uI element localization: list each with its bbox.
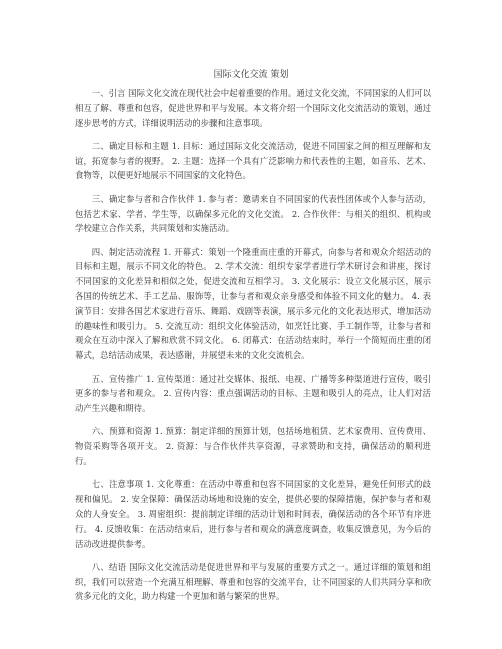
section-participants-and-partners: 三、确定参与者和合作伙伴 1. 参与者：邀请来自不同国家的代表性团体或个人参与活动，包括艺术家、学者、学生等，以确保多元化的文化交流。 2. 合作伙伴：与相关的组织、机构或学校建立合作关系，共同策划和实施活动。 [75, 193, 431, 234]
document-body [75, 86, 431, 613]
section-precautions: 七、注意事项 1. 文化尊重：在活动中尊重和包容不同国家的文化差异，避免任何形式的歧视和偏见。 2. 安全保障：确保活动场地和设施的安全，提供必要的保障措施，保护参与者和观众的人身安全。 3. 周密组织：提前制定详细的活动计划和时间表，确保活动的各个环节有序进行。 4. 反馈收集：在活动结束后，进行参与者和观众的满意度调查，收集反馈意见，为今后的活动改进提供参考。 [75, 479, 431, 549]
section-promotion: 五、宣传推广 1. 宣传渠道：通过社交媒体、报纸、电视、广播等多种渠道进行宣传，吸引更多的参与者和观众。 2. 宣传内容：重点强调活动的目标、主题和吸引人的亮点，让人们对活动产生兴趣和期待。 [75, 373, 431, 414]
section-budget-and-resources: 六、预算和资源 1. 预算：制定详细的预算计划，包括场地租赁、艺术家费用、宣传费用、物资采购等各项开支。 2. 资源：与合作伙伴共享资源，寻求赞助和支持，确保活动的顺利进行。 [75, 426, 431, 467]
document-title: 国际文化交流 策划 [213, 70, 289, 80]
section-introduction: 一、引言 国际文化交流在现代社会中起着重要的作用。通过文化交流，不同国家的人们可以相互了解、尊重和包容，促进世界和平与发展。本文将介绍一个国际文化交流活动的策划，通过逐步思考的方式，详细说明活动的步骤和注意事项。 [75, 88, 431, 128]
section-conclusion: 八、结语 国际文化交流活动是促进世界和平与发展的重要方式之一。通过详细的策划和组织，我们可以营造一个充满互相理解、尊重和包容的交流平台，让不同国家的人们共同分享和欣赏多元化的文化，助力构建一个更加和谐与繁荣的世界。 [75, 561, 431, 602]
section-goals-and-theme: 二、确定目标和主题 1. 目标：通过国际文化交流活动，促进不同国家之间的相互理解和友谊，拓宽参与者的视野。 2. 主题：选择一个具有广泛影响力和代表性的主题，如音乐、艺术、食物等，以便更好地展示不同国家的文化特色。 [75, 140, 431, 181]
section-activity-process: 四、制定活动流程 1. 开幕式：策划一个隆重而庄重的开幕式，向参与者和观众介绍活动的目标和主题，展示不同文化的特色。 2. 学术交流：组织专家学者进行学术研讨会和讲座，探讨不同国家的文化差异和相似之处，促进交流和互相学习。 3. 文化展示：设立文化展示区，展示各国的传统艺术、手工艺品、服饰等，让参与者和观众亲身感受和体验不同文化的魅力。 4. 表演节目：安排各国艺术家进行音乐、舞蹈、戏剧等表演，展示多元化的文化表达形式，增加活动的趣味性和吸引力。 5. 交流互动：组织文化体验活动，如烹饪比赛、手工制作等，让参与者和观众在互动中深入了解和欣赏不同文化。 6. 闭幕式：在活动结束时，举行一个简短而庄重的闭幕式，总结活动成果，表达感谢，并展望未来的文化交流机会。 [75, 246, 431, 361]
